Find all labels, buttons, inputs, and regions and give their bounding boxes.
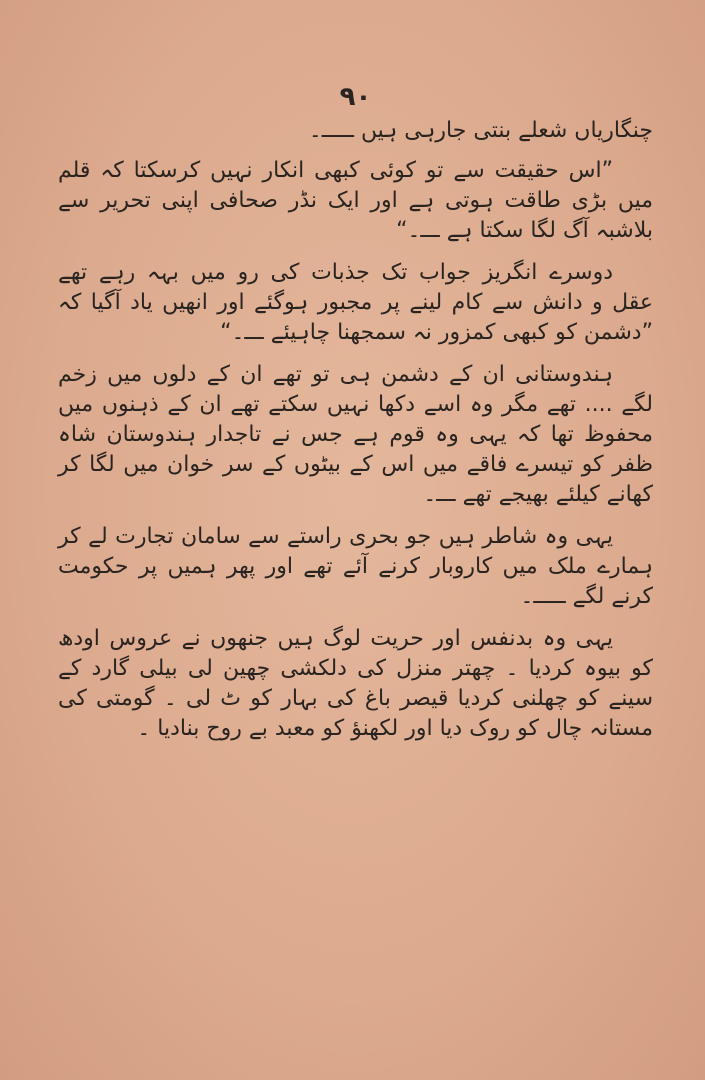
paragraph-6: یہی وہ بدنفس اور حریت لوگ ہیں جنھوں نے عروس اودھ کو بیوہ کردیا ۔ چھتر منزل کی دلکشی چھین لی بیلی گارد کے سینے کو چھلنی کردیا قیصر باغ کی بہار کو ٹ لی ۔ گومتی کی مستانہ چال کو روک دیا اور لکھنؤ کو معبد بے روح بنادیا ۔ [58, 626, 653, 741]
page-number: ۹۰ [339, 82, 372, 112]
paragraph-4: ہندوستانی ان کے دشمن ہی تو تھے ان کے دلوں میں زخم لگے .... تھے مگر وہ اسے دکھا نہیں سکتے تھے ان کے ذہنوں میں محفوظ تھا کہ یہی وہ قوم ہے جس نے تاجدار ہندوستان شاہ ظفر کو تیسرے فاقے میں اس کے بیٹوں کے سر خوان میں لگا کر کھانے کیلئے بھیجے تھے ـــ۔ [58, 362, 653, 507]
paragraph-1: چنگاریاں شعلے بنتی جارہی ہیں ـــــ۔ [308, 118, 653, 143]
paragraph-3: دوسرے انگریز جواب تک جذبات کی رو میں بہہ رہے تھے عقل و دانش سے کام لینے پر مجبور ہوگئے اور انھیں یاد آگیا کہ ”دشمن کو کبھی کمزور نہ سمجھنا چاہیئے ـــ۔“ [58, 260, 653, 345]
paragraph-5: یہی وہ شاطر ہیں جو بحری راستے سے سامان تجارت لے کر ہمارے ملک میں کاروبار کرنے آئے تھے اور پھر ہمیں پر حکومت کرنے لگے ـــــ۔ [58, 524, 653, 609]
paragraph-2: ”اس حقیقت سے تو کوئی کبھی انکار نہیں کرسکتا کہ قلم میں بڑی طاقت ہوتی ہے اور ایک نڈر صحافی اپنی تحریر سے بلاشبہ آگ لگا سکتا ہے ـــ۔“ [58, 158, 653, 243]
